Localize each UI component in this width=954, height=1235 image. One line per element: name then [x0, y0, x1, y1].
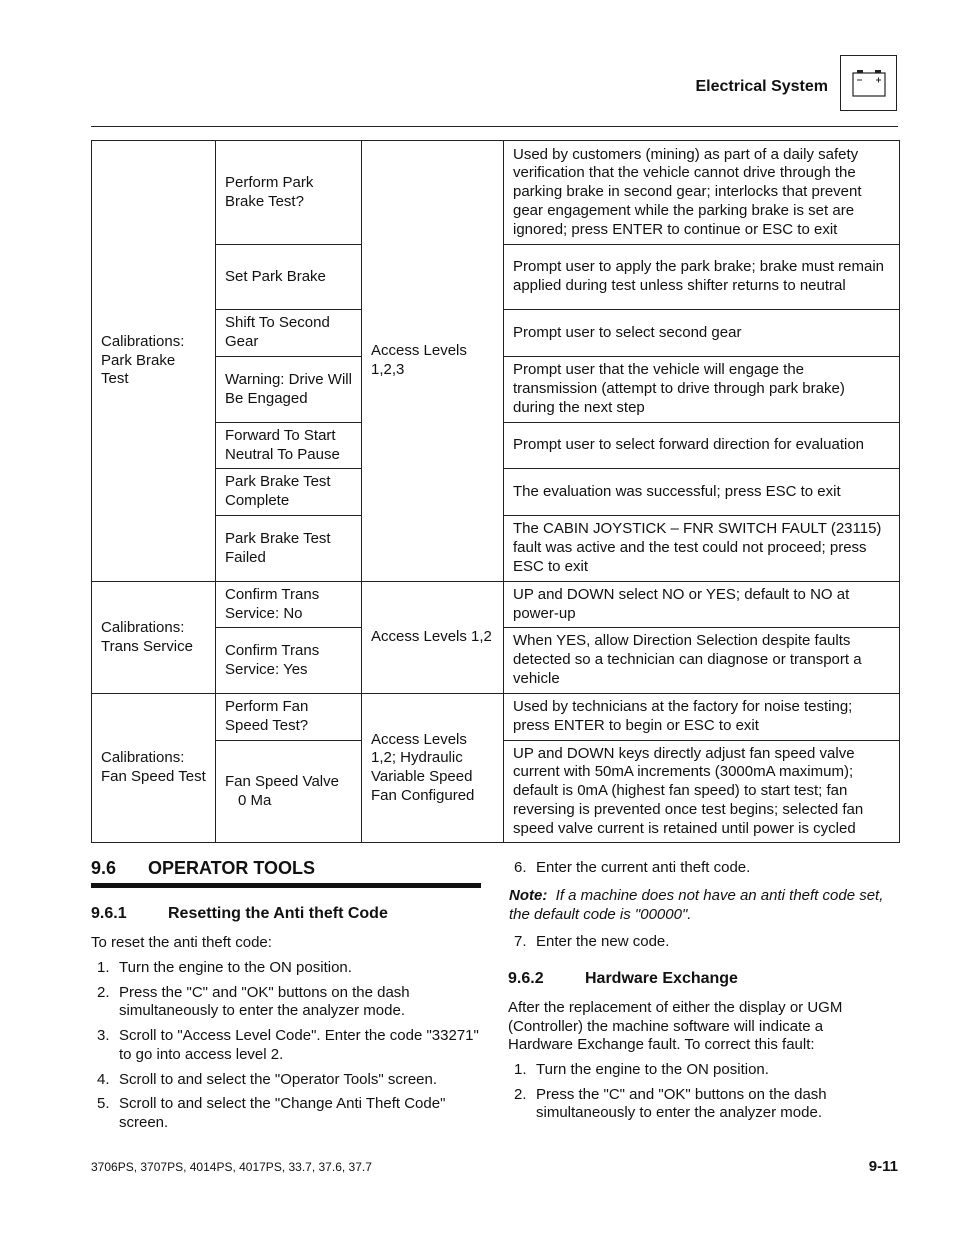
table-desc-cell: Prompt user to select second gear	[504, 310, 900, 357]
step-number: 4.	[97, 1070, 110, 1088]
list-item	[91, 1071, 481, 1090]
list-item	[508, 933, 898, 952]
calibration-table	[91, 140, 900, 843]
header-icon-box	[840, 55, 897, 111]
table-desc-cell: UP and DOWN keys directly adjust fan speed valve current with 50mA increments (3000mA maximum); default is 0mA (highest fan speed) to start test; fan reversing is prevented once test begins; selected fan speed valve current is retained until power is cycled	[504, 741, 900, 843]
step-text: Press the "C" and "OK" buttons on the dash simultaneously to enter the analyzer mode.	[119, 983, 410, 1020]
step-list	[91, 959, 481, 1139]
step-number: 1.	[97, 959, 110, 976]
fan-speed-valve-value: 0 Ma	[238, 791, 272, 809]
step-list	[508, 859, 898, 884]
step-number: 3.	[97, 1027, 110, 1045]
table-item-cell: Confirm Trans Service: No	[216, 582, 362, 628]
table-group-cell: Calibrations: Fan Speed Test	[92, 694, 216, 843]
table-desc-cell: The CABIN JOYSTICK – FNR SWITCH FAULT (23115) fault was active and the test could not proceed; press ESC to exit	[504, 516, 900, 582]
table-item-cell: Perform Park Brake Test?	[216, 141, 362, 245]
list-item	[91, 1027, 481, 1064]
table-desc-cell: When YES, allow Direction Selection despite faults detected so a technician can diagnose or transport a vehicle	[504, 628, 900, 694]
table-row	[92, 694, 900, 741]
table-item-cell: Forward To Start Neutral To Pause	[216, 423, 362, 469]
section-heading	[91, 858, 315, 879]
step-number: 5.	[97, 1095, 110, 1113]
subsection-title: Hardware Exchange	[585, 970, 738, 987]
list-item	[91, 959, 481, 978]
step-text: Turn the engine to the ON position.	[119, 959, 352, 976]
subsection-number: 9.6.1	[91, 905, 127, 922]
step-text: Enter the new code.	[536, 933, 670, 950]
step-text: Scroll to "Access Level Code". Enter the code "33271" to go into access level 2.	[119, 1027, 479, 1063]
subsection-title: Resetting the Anti theft Code	[168, 905, 388, 922]
step-text: Press the "C" and "OK" buttons on the dash simultaneously to enter the analyzer mode.	[536, 1085, 827, 1122]
table-group-cell: Calibrations: Park Brake Test	[92, 141, 216, 582]
table-item-cell: Park Brake Test Complete	[216, 469, 362, 516]
list-item	[91, 1095, 481, 1132]
table-desc-cell: Prompt user to select forward direction for evaluation	[504, 423, 900, 469]
table-desc-cell: Prompt user that the vehicle will engage the transmission (attempt to drive through park brake) during the next step	[504, 357, 900, 423]
section-header-title: Electrical System	[695, 78, 828, 95]
step-list	[508, 1061, 898, 1129]
step-text: Enter the current anti theft code.	[536, 859, 751, 876]
paragraph: To reset the anti theft code:	[91, 934, 272, 951]
subsection-number: 9.6.2	[508, 970, 544, 987]
footer-models: 3706PS, 3707PS, 4014PS, 4017PS, 33.7, 37.6, 37.7	[91, 1160, 372, 1174]
fan-speed-valve-label: Fan Speed Valve	[225, 772, 339, 790]
table-item-cell: Perform Fan Speed Test?	[216, 694, 362, 741]
table-desc-cell: UP and DOWN select NO or YES; default to NO at power-up	[504, 582, 900, 628]
table-access-cell: Access Levels 1,2; Hydraulic Variable Speed Fan Configured	[362, 694, 504, 843]
table-access-cell: Access Levels 1,2	[362, 582, 504, 694]
table-row	[92, 582, 900, 628]
step-text: Scroll to and select the "Change Anti Theft Code" screen.	[119, 1095, 446, 1131]
note-label: Note:	[509, 887, 548, 904]
table-item-cell: Set Park Brake	[216, 245, 362, 310]
table-desc-cell: Prompt user to apply the park brake; brake must remain applied during test unless shifter returns to neutral	[504, 245, 900, 310]
table-desc-cell: Used by customers (mining) as part of a daily safety verification that the vehicle cannot drive through the parking brake in second gear; interlocks that prevent gear engagement while the parking brake is set are ignored; press ENTER to continue or ESC to exit	[504, 141, 900, 245]
step-text: Turn the engine to the ON position.	[536, 1061, 769, 1078]
section-title: OPERATOR TOOLS	[148, 858, 316, 878]
list-item	[91, 984, 481, 1021]
step-number: 1.	[514, 1061, 527, 1078]
table-item-cell	[216, 741, 362, 843]
step-number: 2.	[514, 1085, 527, 1103]
table-desc-cell: Used by technicians at the factory for noise testing; press ENTER to begin or ESC to exit	[504, 694, 900, 741]
step-list	[508, 933, 898, 958]
table-desc-cell: The evaluation was successful; press ESC to exit	[504, 469, 900, 516]
table-group-cell: Calibrations: Trans Service	[92, 582, 216, 694]
list-item	[508, 859, 898, 878]
note-text: If a machine does not have an anti theft code set, the default code is "00000".	[509, 887, 884, 923]
table-access-cell: Access Levels 1,2,3	[362, 141, 504, 582]
step-number: 6.	[514, 859, 527, 876]
page-number: 9-11	[868, 1158, 898, 1175]
section-number: 9.6	[91, 858, 117, 878]
header-divider	[91, 126, 898, 127]
subsection-heading	[91, 905, 388, 923]
table-item-cell: Shift To Second Gear	[216, 310, 362, 357]
battery-icon	[852, 68, 886, 98]
table-item-cell: Park Brake Test Failed	[216, 516, 362, 582]
step-number: 7.	[514, 933, 527, 950]
paragraph: After the replacement of either the display or UGM (Controller) the machine software will indicate a Hardware Exchange fault. To correct this fault:	[508, 999, 843, 1054]
table-item-cell: Confirm Trans Service: Yes	[216, 628, 362, 694]
list-item	[508, 1086, 898, 1123]
section-divider	[91, 883, 481, 888]
table-row	[92, 141, 900, 245]
step-number: 2.	[97, 983, 110, 1001]
subsection-heading	[508, 970, 738, 988]
step-text: Scroll to and select the "Operator Tools" screen.	[119, 1070, 438, 1088]
list-item	[508, 1061, 898, 1080]
note	[509, 887, 899, 924]
table-item-cell: Warning: Drive Will Be Engaged	[216, 357, 362, 423]
